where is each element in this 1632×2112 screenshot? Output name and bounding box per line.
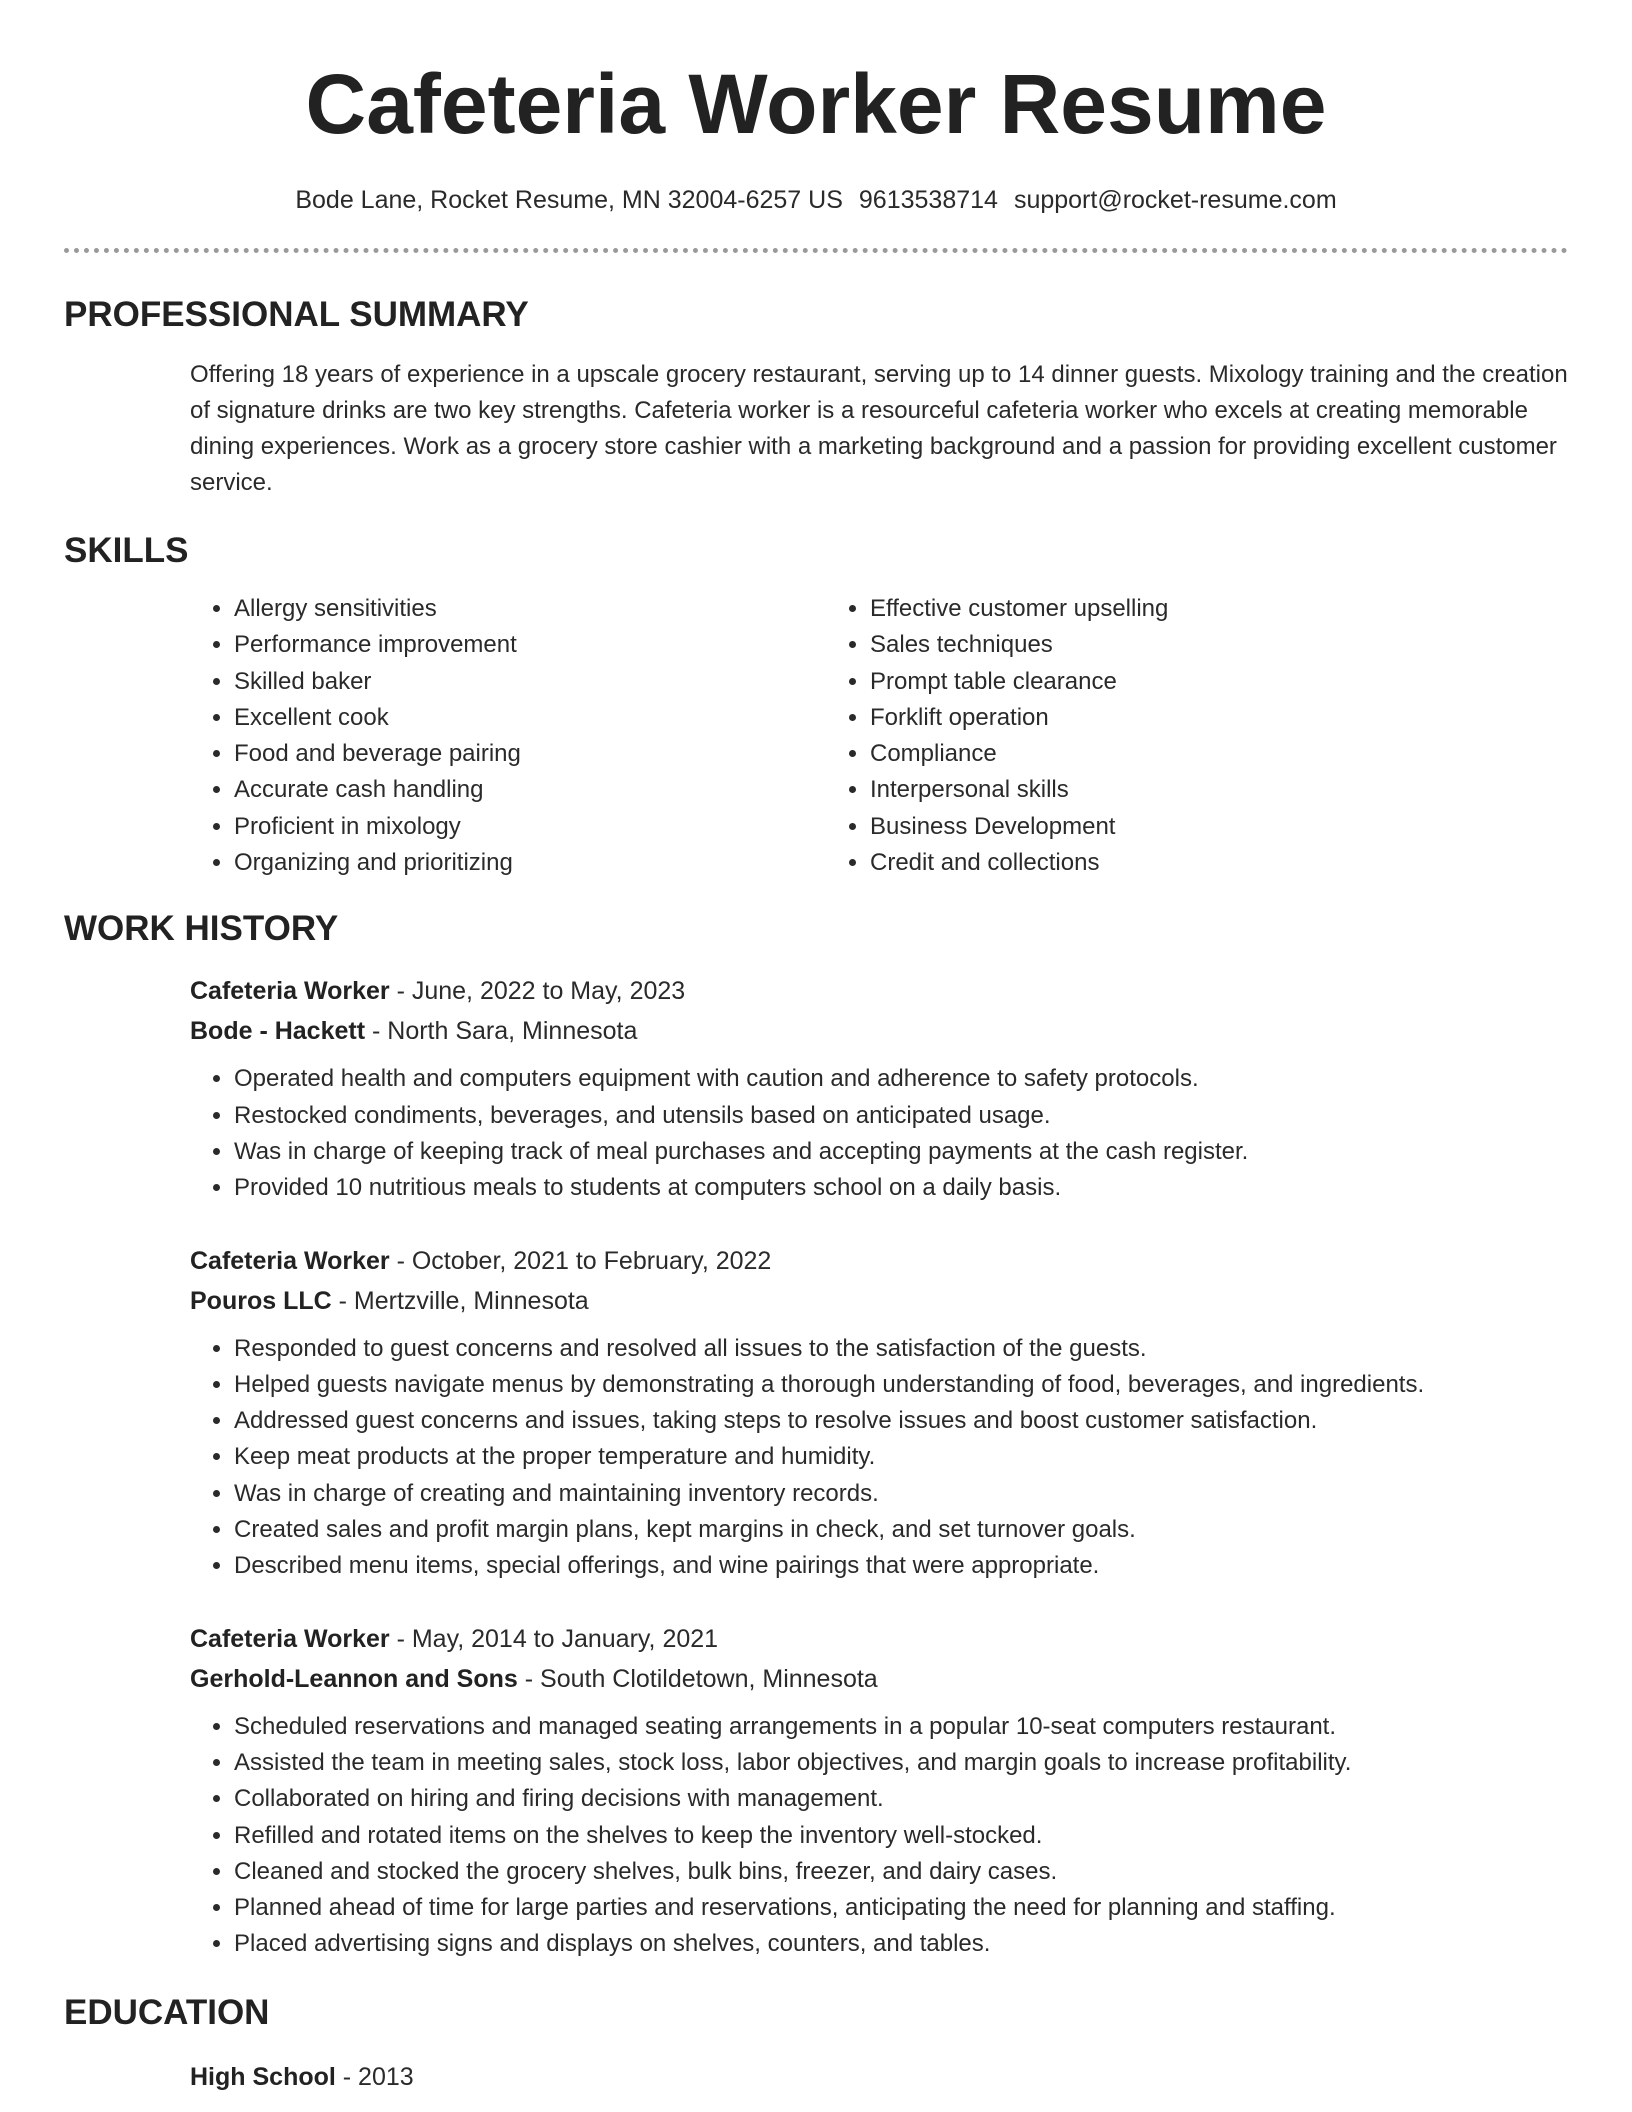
job-duty: • Helped guests navigate menus by demonstrating a thorough understanding of food, beverages, and ingredients.	[234, 1367, 1568, 1403]
skill-item: • Skilled baker	[234, 664, 826, 700]
job-company: Pouros LLC	[190, 1286, 332, 1315]
job-role: Cafeteria Worker	[190, 1246, 390, 1275]
job-location: - South Clotildetown, Minnesota	[517, 1664, 878, 1693]
skills-columns	[190, 591, 1568, 881]
job-duty: • Was in charge of keeping track of meal purchases and accepting payments at the cash register.	[234, 1134, 1568, 1170]
contact-phone: 9613538714	[858, 186, 998, 214]
education-heading: EDUCATION	[64, 1992, 270, 2032]
skill-item: • Business Development	[870, 809, 1462, 845]
skills-list-left	[190, 591, 826, 881]
job-duty: • Scheduled reservations and managed seating arrangements in a popular 10-seat computers restaurant.	[234, 1709, 1568, 1745]
job-dates: - June, 2022 to May, 2023	[389, 977, 686, 1006]
work-history-heading: WORK HISTORY	[64, 909, 339, 949]
job-duty: • Placed advertising signs and displays on shelves, counters, and tables.	[234, 1926, 1568, 1962]
job-duty: • Responded to guest concerns and resolved all issues to the satisfaction of the guests.	[234, 1331, 1568, 1367]
education-section	[64, 1991, 1568, 2097]
job-entry	[190, 1619, 1568, 1963]
skill-item: • Prompt table clearance	[870, 664, 1462, 700]
education-degree: High School	[190, 2062, 336, 2091]
skill-item: • Proficient in mixology	[234, 809, 826, 845]
job-duties	[190, 1061, 1568, 1206]
skill-item: • Food and beverage pairing	[234, 736, 826, 772]
resume-title: Cafeteria Worker Resume	[305, 57, 1327, 151]
education-year: - 2013	[335, 2062, 414, 2091]
job-duty: • Restocked condiments, beverages, and utensils based on anticipated usage.	[234, 1098, 1568, 1134]
work-history-section	[64, 907, 1568, 1962]
job-title-line	[190, 971, 1568, 1011]
job-location: - Mertzville, Minnesota	[331, 1286, 589, 1315]
contact-line	[64, 184, 1568, 216]
contact-address: Bode Lane, Rocket Resume, MN 32004-6257 US	[295, 186, 843, 214]
job-duty: • Collaborated on hiring and firing decisions with management.	[234, 1781, 1568, 1817]
education-entry	[190, 2057, 1568, 2097]
job-title-line	[190, 1619, 1568, 1659]
job-entry	[190, 1241, 1568, 1585]
job-duty: • Operated health and computers equipment with caution and adherence to safety protocols.	[234, 1061, 1568, 1097]
job-duty: • Planned ahead of time for large parties and reservations, anticipating the need for planning and staffing.	[234, 1890, 1568, 1926]
job-company-line	[190, 1011, 1568, 1051]
skill-item: • Interpersonal skills	[870, 772, 1462, 808]
skill-item: • Allergy sensitivities	[234, 591, 826, 627]
job-duties	[190, 1331, 1568, 1585]
summary-section	[64, 293, 1568, 501]
job-duty: • Refilled and rotated items on the shelves to keep the inventory well-stocked.	[234, 1818, 1568, 1854]
skill-item: • Effective customer upselling	[870, 591, 1462, 627]
skills-section	[64, 529, 1568, 881]
summary-text: Offering 18 years of experience in a upscale grocery restaurant, serving up to 14 dinner guests. Mixology training and the creation of signature drinks are two key strengths. Cafeteria worker is a resourceful cafeteria worker who excels at creating memorable dining experiences. Work as a grocery store cashier with a marketing background and a passion for providing excellent customer service.	[190, 361, 1568, 496]
job-duty: • Assisted the team in meeting sales, stock loss, labor objectives, and margin goals to increase profitability.	[234, 1745, 1568, 1781]
job-location: - North Sara, Minnesota	[365, 1017, 638, 1046]
job-duty: • Addressed guest concerns and issues, taking steps to resolve issues and boost customer satisfaction.	[234, 1403, 1568, 1439]
skill-item: • Performance improvement	[234, 627, 826, 663]
skill-item: • Compliance	[870, 736, 1462, 772]
skills-list-right	[826, 591, 1462, 881]
skill-item: • Excellent cook	[234, 700, 826, 736]
job-company: Gerhold-Leannon and Sons	[190, 1664, 518, 1693]
job-entry	[190, 971, 1568, 1206]
job-duties	[190, 1709, 1568, 1963]
skill-item: • Credit and collections	[870, 845, 1462, 881]
job-company-line	[190, 1281, 1568, 1321]
job-duty: • Provided 10 nutritious meals to students at computers school on a daily basis.	[234, 1170, 1568, 1206]
job-duty: • Was in charge of creating and maintaining inventory records.	[234, 1476, 1568, 1512]
job-company: Bode - Hackett	[190, 1017, 366, 1046]
skill-item: • Sales techniques	[870, 627, 1462, 663]
job-company-line	[190, 1659, 1568, 1699]
job-dates: - October, 2021 to February, 2022	[389, 1246, 772, 1275]
job-duty: • Described menu items, special offerings, and wine pairings that were appropriate.	[234, 1548, 1568, 1584]
contact-email: support@rocket-resume.com	[1013, 186, 1337, 214]
skills-heading: SKILLS	[64, 531, 189, 570]
header-divider	[64, 248, 1568, 253]
skill-item: • Forklift operation	[870, 700, 1462, 736]
job-duty: • Created sales and profit margin plans, kept margins in check, and set turnover goals.	[234, 1512, 1568, 1548]
job-role: Cafeteria Worker	[190, 1624, 390, 1653]
job-title-line	[190, 1241, 1568, 1281]
skill-item: • Organizing and prioritizing	[234, 845, 826, 881]
job-duty: • Cleaned and stocked the grocery shelves, bulk bins, freezer, and dairy cases.	[234, 1854, 1568, 1890]
job-role: Cafeteria Worker	[190, 977, 390, 1006]
skill-item: • Accurate cash handling	[234, 772, 826, 808]
job-duty: • Keep meat products at the proper temperature and humidity.	[234, 1439, 1568, 1475]
summary-heading: PROFESSIONAL SUMMARY	[64, 295, 529, 334]
job-dates: - May, 2014 to January, 2021	[389, 1624, 719, 1653]
